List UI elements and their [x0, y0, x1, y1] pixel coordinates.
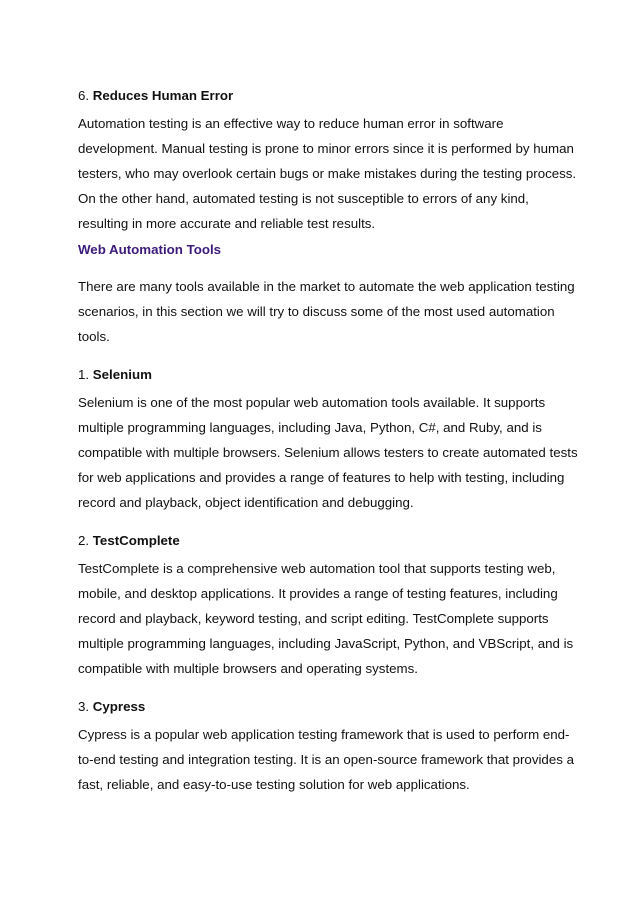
item-title: Reduces Human Error: [92, 88, 234, 103]
paragraph-line: scenarios, in this section we will try to discuss some of the most used automation: [78, 304, 555, 319]
paragraph-line: multiple programming languages, including JavaScript, Python, and VBScript, and is: [78, 636, 574, 651]
paragraph-line: Selenium is one of the most popular web automation tools available. It supports: [78, 395, 546, 410]
paragraph-line: TestComplete is a comprehensive web automation tool that supports testing web,: [78, 561, 556, 576]
item-number: 6.: [78, 88, 93, 103]
paragraph-line: record and playback, keyword testing, and script editing. TestComplete supports: [78, 611, 549, 626]
item-number: 3.: [78, 699, 93, 714]
document-page: [78, 86, 578, 797]
item-title: Selenium: [92, 367, 152, 382]
paragraph-line: compatible with multiple browsers and operating systems.: [78, 661, 418, 676]
tool-paragraph-testcomplete: [78, 556, 574, 681]
paragraph-line: testers, who may overlook certain bugs or make mistakes during the testing process.: [78, 166, 577, 181]
item-number: 1.: [78, 367, 93, 382]
paragraph-line: record and playback, object identification and debugging.: [78, 495, 414, 510]
item-heading-reduces-human-error: [78, 86, 568, 106]
paragraph-line: to-end testing and integration testing. It is an open-source framework that provides a: [78, 752, 574, 767]
item-number: 2.: [78, 533, 93, 548]
tool-heading-cypress: [78, 697, 568, 717]
paragraph-line: for web applications and provides a range of features to help with testing, including: [78, 470, 565, 485]
paragraph-line: Cypress is a popular web application testing framework that is used to perform end-: [78, 727, 570, 742]
tool-heading-testcomplete: [78, 531, 568, 551]
paragraph-line: On the other hand, automated testing is not susceptible to errors of any kind,: [78, 191, 529, 206]
item-title: TestComplete: [92, 533, 180, 548]
paragraph-line: resulting in more accurate and reliable test results.: [78, 216, 376, 231]
tool-heading-selenium: [78, 365, 568, 385]
tool-paragraph-selenium: [78, 390, 578, 515]
paragraph-line: mobile, and desktop applications. It provides a range of testing features, including: [78, 586, 558, 601]
paragraph-line: multiple programming languages, including Java, Python, C#, and Ruby, and is: [78, 420, 542, 435]
paragraph-line: tools.: [78, 329, 110, 344]
paragraph-line: fast, reliable, and easy-to-use testing solution for web applications.: [78, 777, 470, 792]
item-paragraph-reduces-human-error: [78, 111, 577, 236]
paragraph-line: Automation testing is an effective way to reduce human error in software: [78, 116, 504, 131]
paragraph-line: development. Manual testing is prone to minor errors since it is performed by human: [78, 141, 574, 156]
item-title: Cypress: [92, 699, 146, 714]
paragraph-line: compatible with multiple browsers. Selenium allows testers to create automated tests: [78, 445, 578, 460]
paragraph-line: There are many tools available in the market to automate the web application testing: [78, 279, 575, 294]
section-intro-paragraph: [78, 274, 575, 349]
section-title: Web Automation Tools: [78, 242, 222, 257]
tool-paragraph-cypress: [78, 722, 574, 797]
